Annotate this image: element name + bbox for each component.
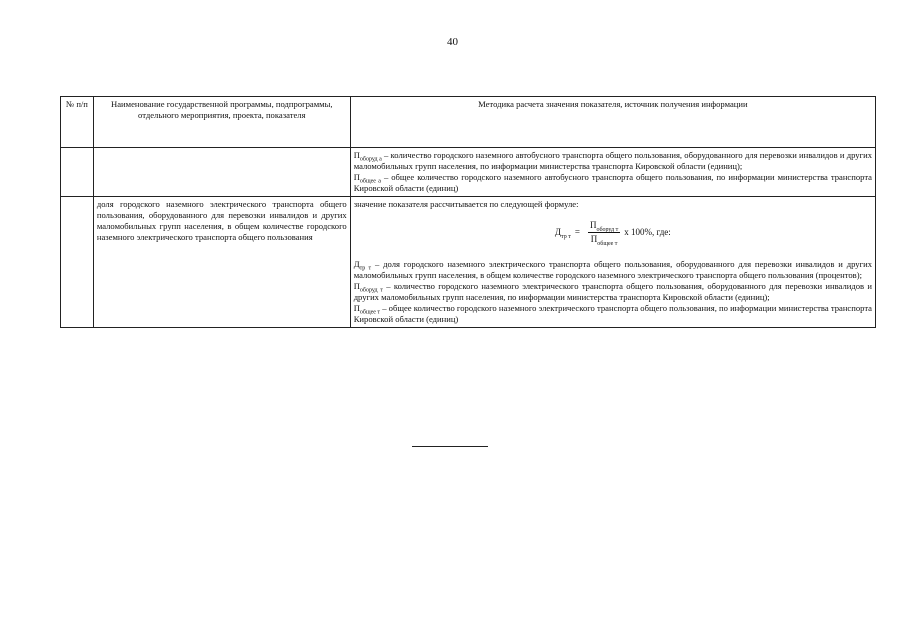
row2-name-cell: доля городского наземного электрического транспорта общего пользования, оборудованного для перевозки инвалидов и других маломобильных групп населения, в общем количестве городского наземного электрического транспорта общего пользования [93,197,350,328]
formula-fraction [588,220,620,245]
page-number: 40 [447,36,458,48]
formula-numerator: $П_{оборуд т}$ [589,220,619,233]
row1-method-cell [350,148,875,197]
definition-p-obshee-a: $П_{общее а}$ – общее количество городского наземного автобусного транспорта общего пользования, по информации министерства транспорта Кировской области (единиц) [353,172,872,193]
row2-num-cell [61,197,94,328]
table-header-row [61,97,876,148]
row1-name-cell [93,148,350,197]
header-method: Методика расчета значения показателя, источник получения информации [350,97,875,148]
table-row [61,197,876,328]
formula-tail: x 100%, где: [624,227,671,237]
table-row [61,148,876,197]
header-name: Наименование государственной программы, подпрограммы, отдельного мероприятия, проекта, показателя [93,97,350,148]
formula-denominator: $П_{общее т}$ [590,234,618,247]
definition-d-tr-t: $Д_{тр т}$ – доля городского наземного электрического транспорта общего пользования, оборудованного для перевозки инвалидов и других маломобильных групп населения, в общем количестве городского наземного электрического транспорта общего пользования (процентов); [353,259,872,280]
header-num: № п/п [61,97,94,148]
indicator-table [60,96,876,328]
definition-p-oborud-a: $П_{оборуд а}$ – количество городского наземного автобусного транспорта общего пользования, оборудованного для перевозки инвалидов и других маломобильных групп населения, по информации министерства транспорта Кировской области (единиц); [353,150,872,171]
formula-intro: значение показателя рассчитывается по следующей формуле: [353,199,579,209]
row2-method-cell [350,197,875,328]
formula-lhs: $Д_{тр т}$ [554,227,571,240]
footnote-separator-line [412,446,488,447]
row1-num-cell [61,148,94,197]
formula-equals: = [574,227,580,237]
formula [354,220,872,245]
definition-p-oborud-t: $П_{оборуд т}$ – количество городского наземного электрического транспорта общего пользования, оборудованного для перевозки инвалидов и других маломобильных групп населения, по информации министерства транспорта Кировской области (единиц); [353,281,872,302]
definition-p-obshee-t: $П_{общее т}$ – общее количество городского наземного электрического транспорта общего пользования, по информации министерства транспорта Кировской области (единиц) [353,303,872,324]
